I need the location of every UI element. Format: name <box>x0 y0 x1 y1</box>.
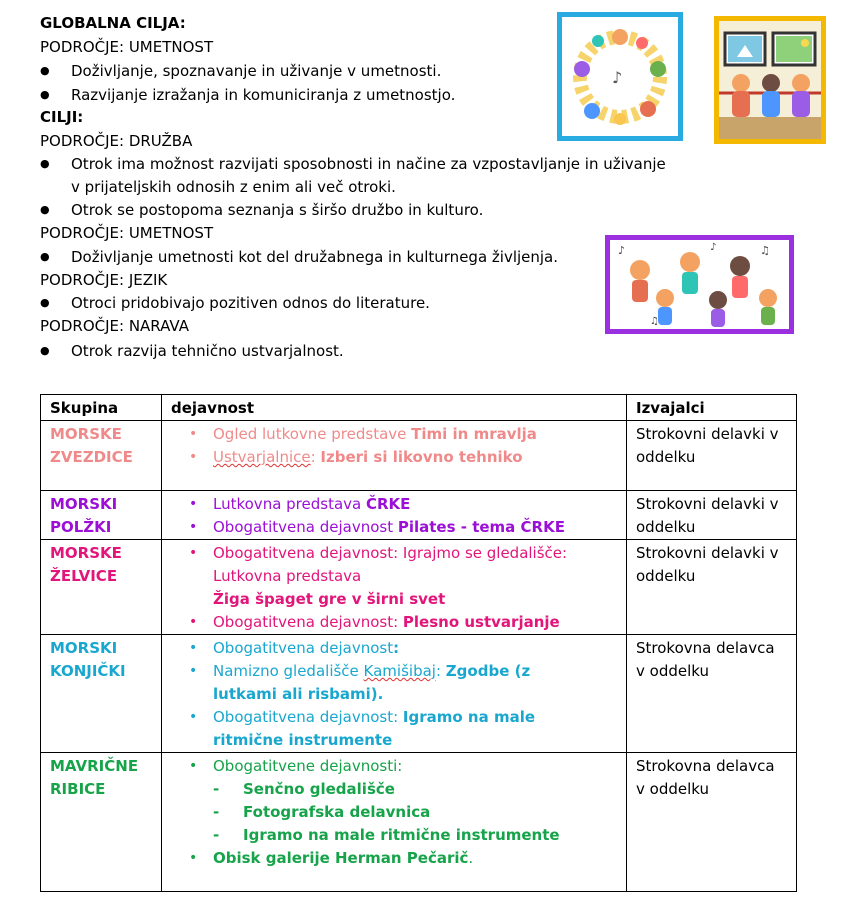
list-item: • Namizno gledališče Kamišibaj: Zgodbe (z lutkami ali risbami). <box>171 660 618 706</box>
area-umetnost: PODROČJE: UMETNOST <box>40 224 214 242</box>
music-kids-circle-icon <box>562 17 678 136</box>
activities-table <box>40 394 797 892</box>
gallery-image <box>714 16 826 144</box>
area-umetnost: PODROČJE: UMETNOST <box>40 38 214 56</box>
group-name: MORSKE ZVEZDICE <box>41 421 162 491</box>
list-item: • Lutkovna predstava ČRKE <box>171 493 618 516</box>
sub-list-item: - Igramo na male ritmične instrumente <box>171 824 618 847</box>
list-item: • Obogatitvena dejavnost: <box>171 637 618 660</box>
svg-text:♪: ♪ <box>710 242 717 253</box>
bullet: ● <box>40 296 50 309</box>
area-druzba: PODROČJE: DRUŽBA <box>40 132 193 150</box>
performer-cell: Strokovna delavca v oddelku <box>627 753 797 892</box>
bullet: ● <box>40 344 50 357</box>
performer-cell: Strokovni delavki v oddelku <box>627 421 797 491</box>
music-kids-circle-image <box>557 12 683 141</box>
area-jezik: PODROČJE: JEZIK <box>40 271 168 289</box>
activity-cell <box>162 491 627 540</box>
museum-gallery-icon <box>719 21 821 139</box>
list-item: • Obisk galerije Herman Pečarič. <box>171 847 618 870</box>
activity-cell <box>162 753 627 892</box>
activity-cell <box>162 421 627 491</box>
goal-item: Otrok se postopoma seznanja s širšo družbo in kulturo. <box>71 201 484 219</box>
dancing-kids-image <box>605 235 794 334</box>
header-dejavnost: dejavnost <box>162 395 627 421</box>
table-row <box>41 540 797 635</box>
svg-text:♫: ♫ <box>650 316 659 327</box>
table-row <box>41 635 797 753</box>
bullet: ● <box>40 64 50 77</box>
goal-item: Otrok razvija tehnično ustvarjalnost. <box>71 342 344 360</box>
goal-item: Doživljanje, spoznavanje in uživanje v umetnosti. <box>71 62 442 80</box>
header-skupina: Skupina <box>41 395 162 421</box>
list-item: • Obogatitvena dejavnost: Igramo na male ritmične instrumente <box>171 706 618 752</box>
bullet: ● <box>40 203 50 216</box>
list-item: • Obogatitvena dejavnost: Igrajmo se gledališče: Lutkovna predstava Žiga špaget gre v širni svet <box>171 542 618 611</box>
group-name: MORSKI POLŽKI <box>41 491 162 540</box>
globalna-title: GLOBALNA CILJA: <box>40 14 186 32</box>
activity-cell <box>162 540 627 635</box>
goal-item: Razvijanje izražanja in komuniciranja z umetnostjo. <box>71 86 456 104</box>
goal-item-continued: v prijateljskih odnosih z enim ali več otroki. <box>71 178 396 196</box>
bullet: ● <box>40 157 50 170</box>
list-item: • Ogled lutkovne predstave Timi in mravlja <box>171 423 618 446</box>
sub-list-item: - Fotografska delavnica <box>171 801 618 824</box>
performer-cell: Strokovni delavki v oddelku <box>627 540 797 635</box>
bullet: ● <box>40 250 50 263</box>
group-name: MORSKE ŽELVICE <box>41 540 162 635</box>
sub-list-item: - Senčno gledališče <box>171 778 618 801</box>
table-row <box>41 491 797 540</box>
performer-cell: Strokovni delavki v oddelku <box>627 491 797 540</box>
activity-cell <box>162 635 627 753</box>
area-narava: PODROČJE: NARAVA <box>40 317 189 335</box>
table-header-row <box>41 395 797 421</box>
performer-cell: Strokovna delavca v oddelku <box>627 635 797 753</box>
table-row <box>41 753 797 892</box>
goal-item: Otroci pridobivajo pozitiven odnos do literature. <box>71 294 430 312</box>
list-item: • Obogatitvene dejavnosti: <box>171 755 618 778</box>
table-row <box>41 421 797 491</box>
bullet: ● <box>40 88 50 101</box>
goal-item: Doživljanje umetnosti kot del družabnega in kulturnega življenja. <box>71 248 559 266</box>
group-name: MORSKI KONJIČKI <box>41 635 162 753</box>
group-name: MAVRIČNE RIBICE <box>41 753 162 892</box>
header-izvajalci: Izvajalci <box>627 395 797 421</box>
cilji-title: CILJI: <box>40 108 84 126</box>
goal-item: Otrok ima možnost razvijati sposobnosti in načine za vzpostavljanje in uživanje <box>71 155 666 173</box>
list-item: • Obogatitvena dejavnost: Plesno ustvarjanje <box>171 611 618 634</box>
dancing-kids-icon <box>610 240 789 329</box>
svg-text:♪: ♪ <box>612 68 623 87</box>
list-item: • Obogatitvena dejavnost Pilates - tema ČRKE <box>171 516 618 539</box>
svg-text:♪: ♪ <box>618 244 626 257</box>
svg-text:♫: ♫ <box>760 244 770 257</box>
list-item: • Ustvarjalnice: Izberi si likovno tehniko <box>171 446 618 469</box>
